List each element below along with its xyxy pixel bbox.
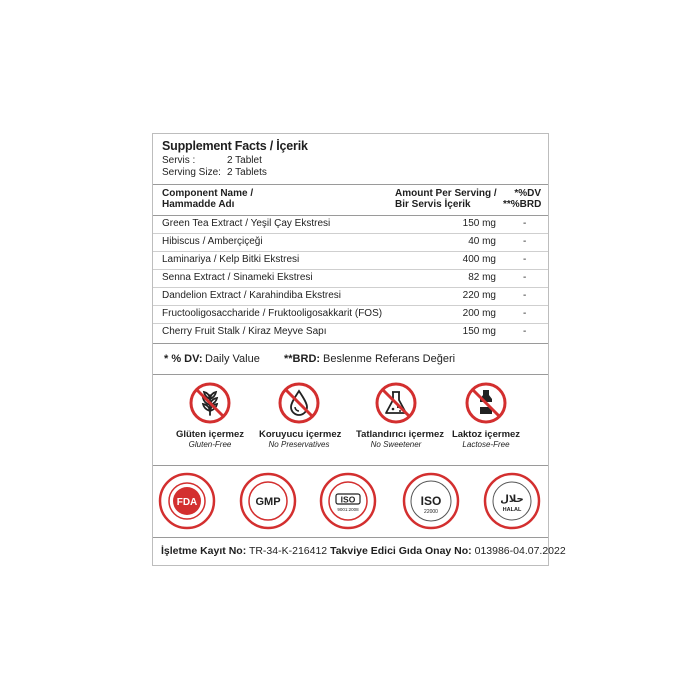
header-amount-1: Amount Per Serving / bbox=[395, 188, 497, 199]
row-amount: 220 mg bbox=[462, 290, 496, 301]
row-amount: 40 mg bbox=[468, 236, 496, 247]
row-dv: - bbox=[523, 326, 527, 337]
iso-sub-label: 22000 bbox=[424, 509, 438, 515]
free-from-icons bbox=[153, 375, 548, 466]
certification-logos bbox=[153, 467, 548, 538]
iso-9001-icon bbox=[319, 472, 377, 530]
servis-label: Servis : bbox=[162, 155, 196, 166]
row-dv: - bbox=[523, 290, 527, 301]
row-amount: 82 mg bbox=[468, 272, 496, 283]
gmp-label: GMP bbox=[255, 496, 281, 508]
panel-title: Supplement Facts / İçerik bbox=[162, 139, 308, 153]
lactose-free-icon bbox=[464, 381, 508, 425]
legend-brd-key: **BRD: bbox=[284, 353, 321, 365]
table-row bbox=[153, 305, 548, 324]
row-name: Laminariya / Kelp Bitki Ekstresi bbox=[162, 254, 300, 265]
legend bbox=[153, 343, 548, 375]
approval-value: 013986-04.07.2022 bbox=[474, 545, 566, 557]
iso-label: ISO bbox=[340, 494, 356, 505]
reg-value: TR-34-K-216412 bbox=[248, 545, 328, 557]
badge-title: Tatlandırıcı içermez bbox=[356, 429, 444, 440]
badge-title: Glüten içermez bbox=[175, 429, 245, 440]
gluten-free-icon bbox=[188, 381, 232, 425]
row-amount: 200 mg bbox=[462, 308, 496, 319]
servis-line bbox=[162, 155, 262, 166]
row-name: Senna Extract / Sinameki Ekstresi bbox=[162, 272, 313, 283]
badge-title: Laktoz içermez bbox=[451, 429, 521, 440]
row-amount: 400 mg bbox=[462, 254, 496, 265]
table-row bbox=[153, 269, 548, 288]
row-amount: 150 mg bbox=[462, 218, 496, 229]
header-brd: **%BRD bbox=[503, 199, 542, 210]
no-sweetener-icon bbox=[374, 381, 418, 425]
halal-certified-icon bbox=[483, 472, 541, 530]
badge-subtitle: Lactose-Free bbox=[462, 440, 510, 449]
fda-label: FDA bbox=[176, 497, 198, 508]
gluten-free-badge bbox=[170, 381, 250, 449]
lactose-free-badge bbox=[446, 381, 526, 449]
row-dv: - bbox=[523, 272, 527, 283]
header-amount-2: Bir Servis İçerik bbox=[395, 199, 471, 210]
row-dv: - bbox=[523, 254, 527, 265]
badge-subtitle: No Preservatives bbox=[268, 440, 330, 449]
header-component-1: Component Name / bbox=[162, 188, 254, 199]
header-component-2: Hammadde Adı bbox=[162, 199, 235, 210]
badge-title: Koruyucu içermez bbox=[259, 429, 342, 440]
row-name: Green Tea Extract / Yeşil Çay Ekstresi bbox=[162, 218, 331, 229]
approval-label: Takviye Edici Gıda Onay No: bbox=[330, 545, 472, 557]
halal-arabic-label: حلال bbox=[500, 494, 524, 505]
badge-subtitle: Gluten-Free bbox=[188, 440, 232, 449]
reg-label: İşletme Kayıt No: bbox=[161, 545, 247, 557]
no-preservatives-badge bbox=[259, 381, 342, 449]
header-dv: *%DV bbox=[514, 188, 541, 199]
serving-size-value: 2 Tablets bbox=[227, 167, 267, 178]
table-row bbox=[153, 323, 548, 341]
iso-label: ISO bbox=[420, 494, 442, 508]
row-amount: 150 mg bbox=[462, 326, 496, 337]
table-row bbox=[153, 287, 548, 306]
row-name: Hibiscus / Amberçiçeği bbox=[162, 236, 263, 247]
row-dv: - bbox=[523, 236, 527, 247]
iso-22000-icon bbox=[402, 472, 460, 530]
iso-sub-label: 9001:2008 bbox=[337, 507, 359, 512]
serving-size-line bbox=[162, 167, 267, 178]
row-name: Fructooligosaccharide / Fruktooligosakkarit (FOS) bbox=[162, 308, 383, 319]
servis-value: 2 Tablet bbox=[227, 155, 262, 166]
legend-dv-key: * % DV: bbox=[164, 353, 203, 365]
table-header bbox=[153, 184, 548, 216]
legend-dv-text: Daily Value bbox=[205, 353, 260, 365]
table-row bbox=[153, 215, 548, 234]
row-name: Dandelion Extract / Karahindiba Ekstresi bbox=[162, 290, 341, 301]
fda-approved-icon bbox=[158, 472, 216, 530]
row-dv: - bbox=[523, 308, 527, 319]
supplement-facts-panel bbox=[152, 133, 566, 566]
no-preservatives-icon bbox=[277, 381, 321, 425]
table-row bbox=[153, 251, 548, 270]
legend-brd-text: Beslenme Referans Değeri bbox=[323, 353, 456, 365]
row-dv: - bbox=[523, 218, 527, 229]
halal-label: HALAL bbox=[502, 507, 522, 513]
row-name: Cherry Fruit Stalk / Kiraz Meyve Sapı bbox=[162, 326, 327, 337]
serving-size-label: Serving Size: bbox=[162, 167, 221, 178]
table-row bbox=[153, 233, 548, 252]
badge-subtitle: No Sweetener bbox=[370, 440, 422, 449]
registration-footer bbox=[161, 545, 566, 557]
gmp-icon bbox=[239, 472, 297, 530]
no-sweetener-badge bbox=[356, 381, 444, 449]
